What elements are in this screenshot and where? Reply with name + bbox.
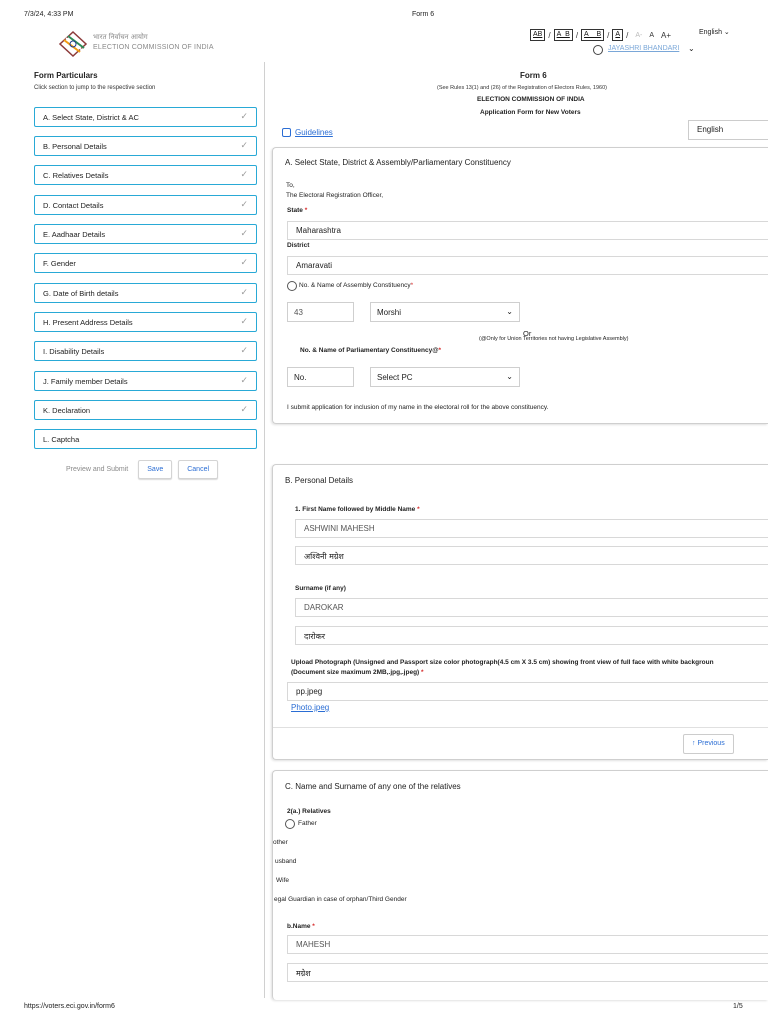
section-nav-item[interactable]: C. Relatives Details ✓ xyxy=(34,165,257,185)
text-spacing-ab-button[interactable]: AB xyxy=(530,29,545,41)
guidelines-link[interactable]: Guidelines xyxy=(282,128,333,137)
first-name-field[interactable]: ASHWINI MAHESH xyxy=(295,519,768,538)
font-decrease-button[interactable]: A- xyxy=(635,31,643,39)
section-nav-item[interactable]: B. Personal Details ✓ xyxy=(34,136,257,156)
photo-link[interactable]: Photo.jpeg xyxy=(291,703,330,712)
form-title: Form 6 xyxy=(520,71,547,80)
relative-option: Father xyxy=(298,820,317,827)
check-icon: ✓ xyxy=(240,169,248,179)
document-icon xyxy=(282,128,291,137)
relative-name-field[interactable]: MAHESH xyxy=(287,935,768,954)
contrast-a-button[interactable]: A xyxy=(612,29,623,41)
surname-field[interactable]: DAROKAR xyxy=(295,598,768,617)
relative-option[interactable]: Wife xyxy=(276,877,289,884)
section-a-heading: A. Select State, District & Assembly/Parliamentary Constituency xyxy=(285,158,511,167)
section-nav-item[interactable]: L. Captcha xyxy=(34,429,257,449)
chevron-down-icon: ⌄ xyxy=(723,29,730,36)
district-label: District xyxy=(287,242,310,249)
officer-text: The Electoral Registration Officer, xyxy=(286,192,384,199)
section-c-card xyxy=(272,770,768,1000)
arrow-up-icon: ↑ xyxy=(692,740,696,747)
section-nav-item[interactable]: D. Contact Details ✓ xyxy=(34,195,257,215)
section-nav-item[interactable]: H. Present Address Details ✓ xyxy=(34,312,257,332)
chevron-down-icon: ⌄ xyxy=(506,372,513,381)
font-increase-button[interactable]: A+ xyxy=(660,30,671,40)
form-actions xyxy=(62,460,218,479)
form-subtitle: Application Form for New Voters xyxy=(480,109,581,116)
photo-label-size: (Document size maximum 2MB,.jpg,.jpeg) * xyxy=(291,669,424,676)
panel-divider xyxy=(264,62,265,998)
check-icon: ✓ xyxy=(240,257,248,267)
district-field[interactable]: Amaravati xyxy=(287,256,768,275)
check-icon: ✓ xyxy=(240,228,248,238)
check-icon: ✓ xyxy=(240,111,248,121)
print-datetime: 7/3/24, 4:33 PM xyxy=(24,11,74,18)
check-icon: ✓ xyxy=(240,287,248,297)
section-nav-item[interactable]: J. Family member Details ✓ xyxy=(34,371,257,391)
state-field[interactable]: Maharashtra xyxy=(287,221,768,240)
section-nav-item[interactable]: E. Aadhaar Details ✓ xyxy=(34,224,257,244)
section-c-heading: C. Name and Surname of any one of the relatives xyxy=(285,782,461,791)
section-nav-item[interactable]: F. Gender ✓ xyxy=(34,253,257,273)
eci-logo-icon xyxy=(58,30,88,58)
surname-label: Surname (if any) xyxy=(295,585,346,592)
ut-note: (@Only for Union Territories not having Legislative Assembly) xyxy=(479,336,629,342)
cancel-button[interactable]: Cancel xyxy=(178,460,218,479)
section-b-card xyxy=(272,464,768,760)
user-name-link[interactable]: JAYASHRI BHANDARI xyxy=(608,45,680,52)
logo-english-text: ELECTION COMMISSION OF INDIA xyxy=(93,44,214,51)
user-avatar-icon xyxy=(593,45,603,55)
check-icon: ✓ xyxy=(240,316,248,326)
pc-select[interactable]: Select PC ⌄ xyxy=(370,367,520,387)
section-nav-item[interactable]: K. Declaration ✓ xyxy=(34,400,257,420)
photo-file-input[interactable]: pp.jpeg xyxy=(287,682,768,701)
section-nav-item[interactable]: A. Select State, District & AC ✓ xyxy=(34,107,257,127)
logo-hindi-text: भारत निर्वाचन आयोग xyxy=(93,33,148,41)
print-page-title: Form 6 xyxy=(412,11,435,18)
first-name-hindi-field[interactable]: अश्विनी मग्रेश xyxy=(295,546,768,565)
form-rules: (See Rules 13(1) and (26) of the Registration of Electors Rules, 1960) xyxy=(437,85,607,91)
font-normal-button[interactable]: A xyxy=(649,31,654,39)
text-spacing-a-b-button[interactable]: A_B xyxy=(554,29,573,41)
check-icon: ✓ xyxy=(240,140,248,150)
state-label: State * xyxy=(287,207,308,214)
relatives-label: 2(a.) Relatives xyxy=(287,808,331,815)
relative-option[interactable]: egal Guardian in case of orphan/Third Gender xyxy=(274,896,407,903)
section-b-heading: B. Personal Details xyxy=(285,476,354,485)
relative-option[interactable]: other xyxy=(273,839,288,846)
relative-option[interactable]: usband xyxy=(275,858,297,865)
check-icon: ✓ xyxy=(240,345,248,355)
relative-name-hindi-field[interactable]: मग्रेश xyxy=(287,963,768,982)
form-language-select[interactable]: English xyxy=(688,120,768,140)
check-icon: ✓ xyxy=(240,375,248,385)
father-radio[interactable] xyxy=(285,819,295,829)
previous-button[interactable]: ↑ Previous xyxy=(683,734,734,754)
chevron-down-icon: ⌄ xyxy=(506,307,513,316)
first-name-label: 1. First Name followed by Middle Name * xyxy=(295,506,420,513)
language-dropdown[interactable]: English ⌄ xyxy=(699,29,730,36)
form-particulars-subtitle: Click section to jump to the respective section xyxy=(34,85,156,91)
accessibility-toolbar: AB / A_B / A__B / A / A- A A+ xyxy=(530,29,671,41)
check-icon: ✓ xyxy=(240,404,248,414)
ac-number-field[interactable]: 43 xyxy=(287,302,354,322)
print-url: https://voters.eci.gov.in/form6 xyxy=(24,1003,115,1010)
pc-label: No. & Name of Parliamentary Constituency@* xyxy=(300,347,442,354)
ac-label: No. & Name of Assembly Constituency* xyxy=(299,282,414,289)
ac-name-select[interactable]: Morshi ⌄ xyxy=(370,302,520,322)
section-divider xyxy=(273,727,768,728)
ac-radio[interactable] xyxy=(287,281,297,291)
section-nav-item[interactable]: I. Disability Details ✓ xyxy=(34,341,257,361)
chevron-down-icon[interactable]: ⌄ xyxy=(688,44,695,53)
to-text: To, xyxy=(286,182,295,189)
print-page-number: 1/5 xyxy=(733,1003,743,1010)
surname-hindi-field[interactable]: दारोकर xyxy=(295,626,768,645)
preview-submit-button[interactable]: Preview and Submit xyxy=(66,466,129,473)
declaration-text: I submit application for inclusion of my name in the electoral roll for the above constituency. xyxy=(287,404,549,411)
form-authority: ELECTION COMMISSION OF INDIA xyxy=(477,96,585,103)
or-text: Or xyxy=(523,329,532,338)
pc-number-field[interactable]: No. xyxy=(287,367,354,387)
text-spacing-a--b-button[interactable]: A__B xyxy=(581,29,604,41)
check-icon: ✓ xyxy=(240,199,248,209)
form-particulars-title: Form Particulars xyxy=(34,71,98,80)
section-a-card xyxy=(272,147,768,424)
save-button[interactable]: Save xyxy=(138,460,172,479)
photo-label: Upload Photograph (Unsigned and Passport size color photograph(4.5 cm X 3.5 cm) showing front view of full face with white backgroun xyxy=(291,659,714,666)
relative-name-label: b.Name * xyxy=(287,923,315,930)
section-nav-item[interactable]: G. Date of Birth details ✓ xyxy=(34,283,257,303)
